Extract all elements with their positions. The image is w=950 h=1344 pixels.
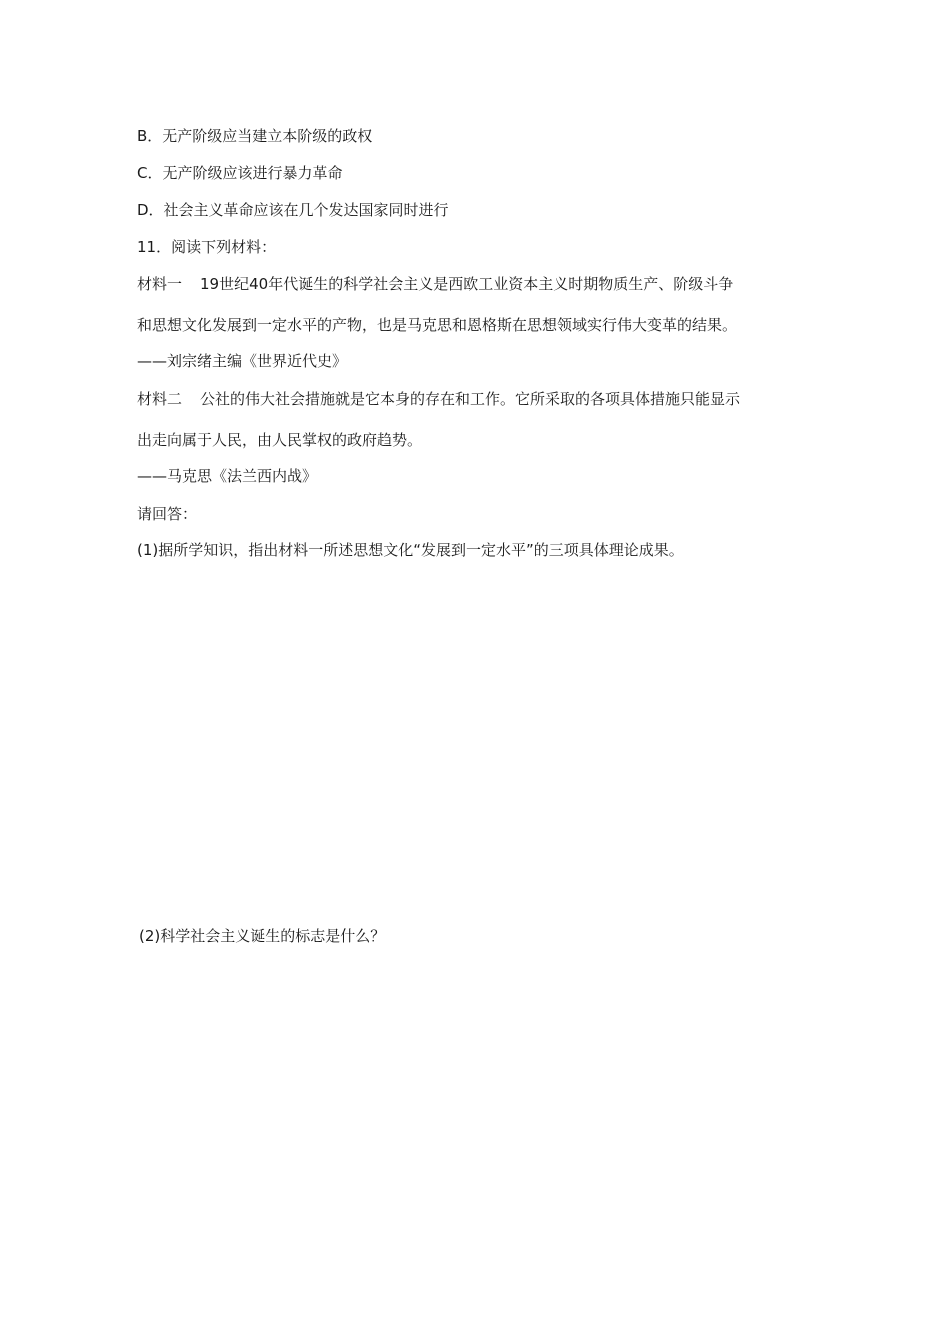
material-1-label: 材料一 bbox=[137, 275, 183, 293]
material-2-label: 材料二 bbox=[137, 390, 183, 408]
material-2-source: ——马克思《法兰西内战》 bbox=[137, 467, 318, 485]
material-1-text-1: 19世纪40年代诞生的科学社会主义是西欧工业资本主义时期物质生产、阶级斗争 bbox=[200, 275, 734, 293]
answer-prompt: 请回答： bbox=[137, 505, 198, 523]
option-d: D．社会主义革命应该在几个发达国家同时进行 bbox=[137, 201, 449, 219]
option-c: C．无产阶级应该进行暴力革命 bbox=[137, 164, 343, 182]
material-1-source: ——刘宗绪主编《世界近代史》 bbox=[137, 352, 348, 370]
option-b: B．无产阶级应当建立本阶级的政权 bbox=[137, 127, 373, 145]
material-1-line-2: 和思想文化发展到一定水平的产物，也是马克思和恩格斯在思想领域实行伟大变革的结果。 bbox=[137, 316, 738, 334]
sub-question-2: (2)科学社会主义诞生的标志是什么？ bbox=[139, 927, 386, 945]
material-2-line-2: 出走向属于人民，由人民掌权的政府趋势。 bbox=[137, 431, 423, 449]
sub-question-1: (1)据所学知识，指出材料一所述思想文化“发展到一定水平”的三项具体理论成果。 bbox=[137, 541, 684, 559]
material-2-line-1 bbox=[137, 389, 740, 409]
material-1-line-1 bbox=[137, 274, 733, 294]
material-2-text-1: 公社的伟大社会措施就是它本身的存在和工作。它所采取的各项具体措施只能显示 bbox=[200, 390, 741, 408]
question-stem: 11．阅读下列材料： bbox=[137, 238, 277, 256]
